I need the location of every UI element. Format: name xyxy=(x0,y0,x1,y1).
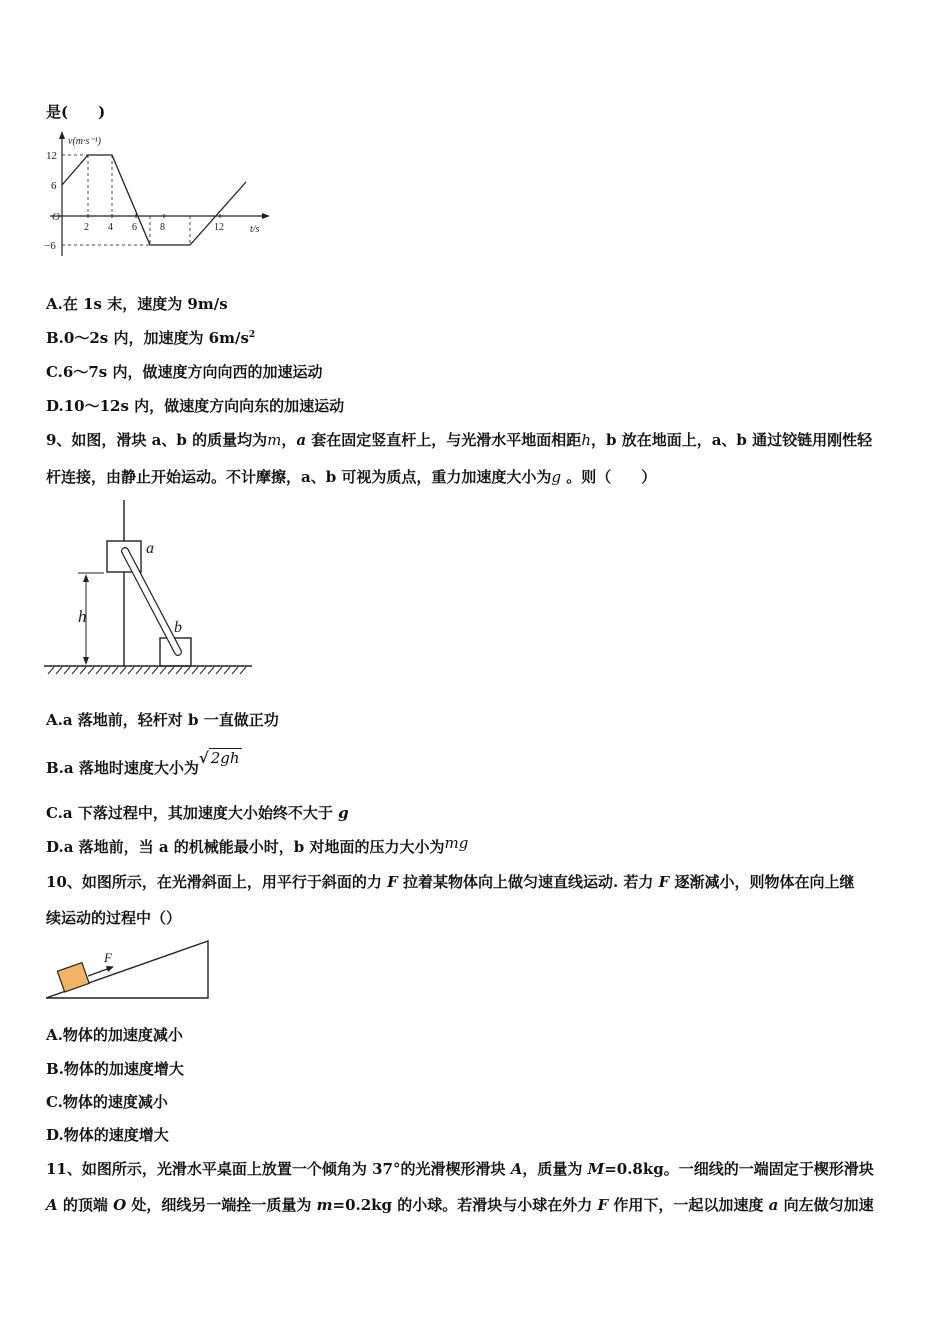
q8-graph-x-tick: 2 xyxy=(84,222,89,233)
q8-option-b: B.0～2s 内，加速度为 $6m/s^2$ xyxy=(46,329,256,347)
q9-figure-label-b: b xyxy=(174,619,182,636)
q9-stem-line2: 杆连接，由静止开始运动。不计摩擦，a、b 可视为质点，重力加速度大小为g 。则（ ） xyxy=(46,468,657,486)
q11-stem-line1: 11、如图所示，光滑水平桌面上放置一个倾角为 37°的光滑楔形滑块 A，质量为 M=0.8kg。一细线的一端固定于楔形滑块 xyxy=(46,1160,874,1178)
sqrt-expression: √ 2gh xyxy=(198,749,240,767)
q8-graph-origin: O xyxy=(52,211,60,223)
q8-stem-tail: 是( ) xyxy=(46,103,106,121)
q11-stem-line2: A 的顶端 O 处，细线另一端拴一质量为 m=0.2kg 的小球。若滑块与小球在外力 F 作用下，一起以加速度 a 向左做匀加速 xyxy=(46,1196,874,1214)
q8-option-d: D.10～12s 内，做速度方向向东的加速运动 xyxy=(46,397,345,415)
q9-option-b: B.a 落地时速度大小为√ 2gh xyxy=(46,749,240,777)
q8-graph-y-tick: 12 xyxy=(46,150,57,162)
q10-option-b: B.物体的加速度增大 xyxy=(46,1060,184,1078)
q8-graph-y-tick: 6 xyxy=(51,180,57,192)
q8-graph-x-tick: 4 xyxy=(108,222,113,233)
q8-graph-y-label: v(m·s⁻¹) xyxy=(68,136,101,147)
q10-stem-line1: 10、如图所示，在光滑斜面上，用平行于斜面的力 F 拉着某物体向上做匀速直线运动. 若力 F 逐渐减小，则物体在向上继 xyxy=(46,873,855,891)
q8-graph-x-label: t/s xyxy=(250,224,260,235)
q9-stem-line1: 9、如图，滑块 a、b 的质量均为m，a 套在固定竖直杆上，与光滑水平地面相距h，b 放在地面上，a、b 通过铰链用刚性轻 xyxy=(46,431,873,449)
q8-graph-x-tick: 6 xyxy=(132,222,137,233)
q8-graph-x-tick: 12 xyxy=(214,222,224,233)
q8-option-c: C.6～7s 内，做速度方向向西的加速运动 xyxy=(46,363,323,381)
q9-option-d: D.a 落地前，当 a 的机械能最小时，b 对地面的压力大小为mg xyxy=(46,834,469,856)
q8-vt-graph xyxy=(40,128,272,260)
q9-option-a: A.a 落地前，轻杆对 b 一直做正功 xyxy=(46,711,279,729)
q10-option-a: A.物体的加速度减小 xyxy=(46,1026,183,1044)
q10-incline-figure xyxy=(44,938,214,1002)
q8-graph-y-tick: −6 xyxy=(44,240,56,252)
q9-option-c: C.a 下落过程中，其加速度大小始终不大于 g xyxy=(46,804,349,822)
q10-stem-line2: 续运动的过程中（） xyxy=(46,909,182,927)
q10-option-c: C.物体的速度减小 xyxy=(46,1093,168,1111)
q9-figure-label-a: a xyxy=(146,540,154,557)
q10-figure-label-f: F xyxy=(104,950,112,965)
q10-option-d: D.物体的速度增大 xyxy=(46,1126,169,1144)
q9-slider-figure xyxy=(42,498,256,678)
q8-option-a: A.在 1s 末，速度为 9m/s xyxy=(46,295,228,313)
q8-graph-x-tick: 8 xyxy=(160,222,165,233)
q9-figure-label-h: h xyxy=(78,607,87,626)
